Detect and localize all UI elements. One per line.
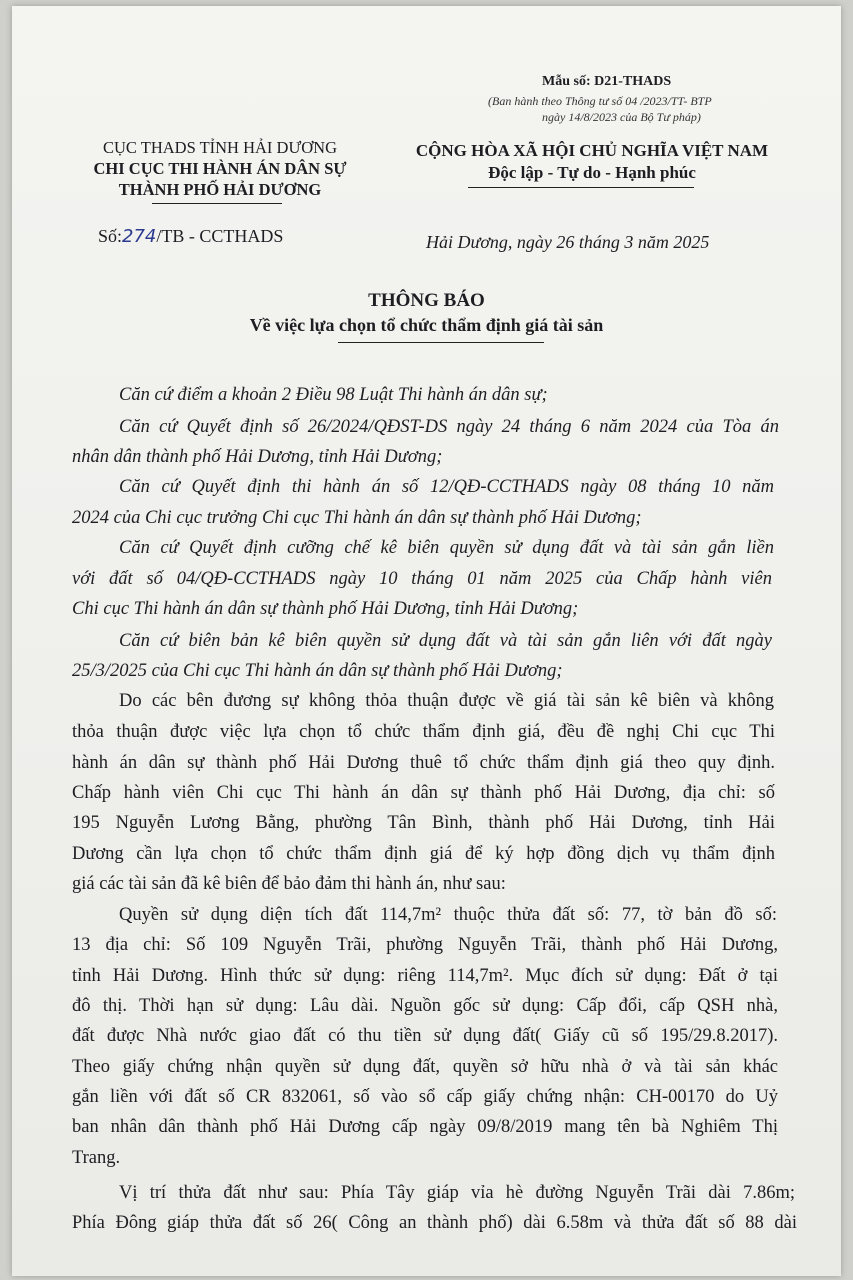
document-number bbox=[98, 226, 283, 247]
body-line: giá các tài sản đã kê biên để bảo đảm thi hành án, như sau: bbox=[72, 874, 506, 894]
body-line: đất được Nhà nước giao đất có thu tiền sử dụng đất( Giấy cũ số 195/29.8.2017). bbox=[72, 1027, 778, 1046]
document-title: THÔNG BÁO bbox=[368, 290, 485, 311]
form-note-line-1: (Ban hành theo Thông tư số 04 /2023/TT- BTP bbox=[488, 94, 712, 108]
document-subtitle: Về việc lựa chọn tổ chức thẩm định giá tài sản bbox=[249, 315, 604, 335]
motto-divider bbox=[468, 187, 694, 188]
agency-divider bbox=[152, 203, 282, 204]
body-line: Vị trí thửa đất như sau: Phía Tây giáp vỉa hè đường Nguyễn Trãi dài 7.86m; bbox=[119, 1184, 795, 1203]
agency-city: THÀNH PHỐ HẢI DƯƠNG bbox=[118, 180, 322, 199]
body-line: Căn cứ biên bản kê biên quyền sử dụng đất và tài sản gắn liên với đất ngày bbox=[119, 632, 772, 651]
body-line: Quyền sử dụng diện tích đất 114,7m² thuộc thửa đất số: 77, tờ bản đồ số: bbox=[119, 906, 777, 925]
document-date: Hải Dương, ngày 26 tháng 3 năm 2025 bbox=[426, 232, 710, 252]
body-line: tỉnh Hải Dương. Hình thức sử dụng: riêng 114,7m². Mục đích sử dụng: Đất ở tại bbox=[72, 967, 778, 986]
agency-parent: CỤC THADS TỈNH HẢI DƯƠNG bbox=[102, 138, 338, 157]
body-line: Theo giấy chứng nhận quyền sử dụng đất, quyền sở hữu nhà ở và tài sản khác bbox=[72, 1058, 778, 1077]
body-line: Căn cứ Quyết định thi hành án số 12/QĐ-CCTHADS ngày 08 tháng 10 năm bbox=[119, 478, 774, 497]
body-line: hành án dân sự thành phố Hải Dương thuê tổ chức thẩm định giá theo quy định. bbox=[72, 754, 775, 773]
body-line: Căn cứ Quyết định cưỡng chế kê biên quyền sử dụng đất và tài sản gắn liền bbox=[119, 539, 774, 558]
body-line: Phía Đông giáp thửa đất số 26( Công an thành phố) dài 6.58m và thửa đất số 88 dài bbox=[72, 1214, 797, 1233]
form-note-line-2: ngày 14/8/2023 của Bộ Tư pháp) bbox=[542, 110, 701, 124]
document-number-prefix: Số: bbox=[98, 226, 123, 246]
body-line: Căn cứ điểm a khoản 2 Điều 98 Luật Thi hành án dân sự; bbox=[119, 385, 548, 405]
subtitle-divider bbox=[338, 342, 544, 343]
body-line: đô thị. Thời hạn sử dụng: Lâu dài. Nguồn gốc sử dụng: Cấp đổi, cấp QSH nhà, bbox=[72, 997, 778, 1016]
document-page bbox=[12, 6, 841, 1276]
body-line: nhân dân thành phố Hải Dương, tỉnh Hải Dương; bbox=[72, 447, 443, 467]
document-number-suffix: /TB - CCTHADS bbox=[156, 226, 284, 246]
body-line: Do các bên đương sự không thỏa thuận được về giá tài sản kê biên và không bbox=[119, 692, 774, 711]
national-motto: Độc lập - Tự do - Hạnh phúc bbox=[488, 163, 696, 182]
body-line: Dương cần lựa chọn tổ chức thẩm định giá để ký hợp đồng dịch vụ thẩm định bbox=[72, 845, 775, 864]
body-line: 2024 của Chi cục trưởng Chi cục Thi hành án dân sự thành phố Hải Dương; bbox=[72, 508, 642, 528]
body-line: Căn cứ Quyết định số 26/2024/QĐST-DS ngày 24 tháng 6 năm 2024 của Tòa án bbox=[119, 418, 779, 437]
body-line: gắn liền với đất số CR 832061, số vào sổ cấp giấy chứng nhận: CH-00170 do Uỷ bbox=[72, 1088, 778, 1107]
body-line: 13 địa chỉ: Số 109 Nguyễn Trãi, phường Nguyễn Trãi, thành phố Hải Dương, bbox=[72, 936, 778, 955]
body-line: 25/3/2025 của Chi cục Thi hành án dân sự thành phố Hải Dương; bbox=[72, 661, 563, 681]
body-line: 195 Nguyễn Lương Bằng, phường Tân Bình, thành phố Hải Dương, tỉnh Hải bbox=[72, 814, 775, 833]
body-line: thỏa thuận được việc lựa chọn tổ chức thẩm định giá, đều đề nghị Chi cục Thi bbox=[72, 723, 775, 742]
body-line: Chi cục Thi hành án dân sự thành phố Hải Dương, tỉnh Hải Dương; bbox=[72, 599, 579, 619]
body-line: với đất số 04/QĐ-CCTHADS ngày 10 tháng 01 năm 2025 của Chấp hành viên bbox=[72, 570, 772, 589]
national-title: CỘNG HÒA XÃ HỘI CHỦ NGHĨA VIỆT NAM bbox=[415, 141, 769, 160]
document-number-handwritten: 274 bbox=[122, 226, 157, 247]
body-line: ban nhân dân thành phố Hải Dương cấp ngày 09/8/2019 mang tên bà Nghiêm Thị bbox=[72, 1118, 778, 1137]
body-line: Trang. bbox=[72, 1148, 121, 1168]
form-code: Mẫu số: D21-THADS bbox=[542, 74, 672, 89]
body-line: Chấp hành viên Chi cục Thi hành án dân sự thành phố Hải Dương, địa chỉ: số bbox=[72, 784, 775, 803]
agency-name: CHI CỤC THI HÀNH ÁN DÂN SỰ bbox=[93, 159, 347, 178]
